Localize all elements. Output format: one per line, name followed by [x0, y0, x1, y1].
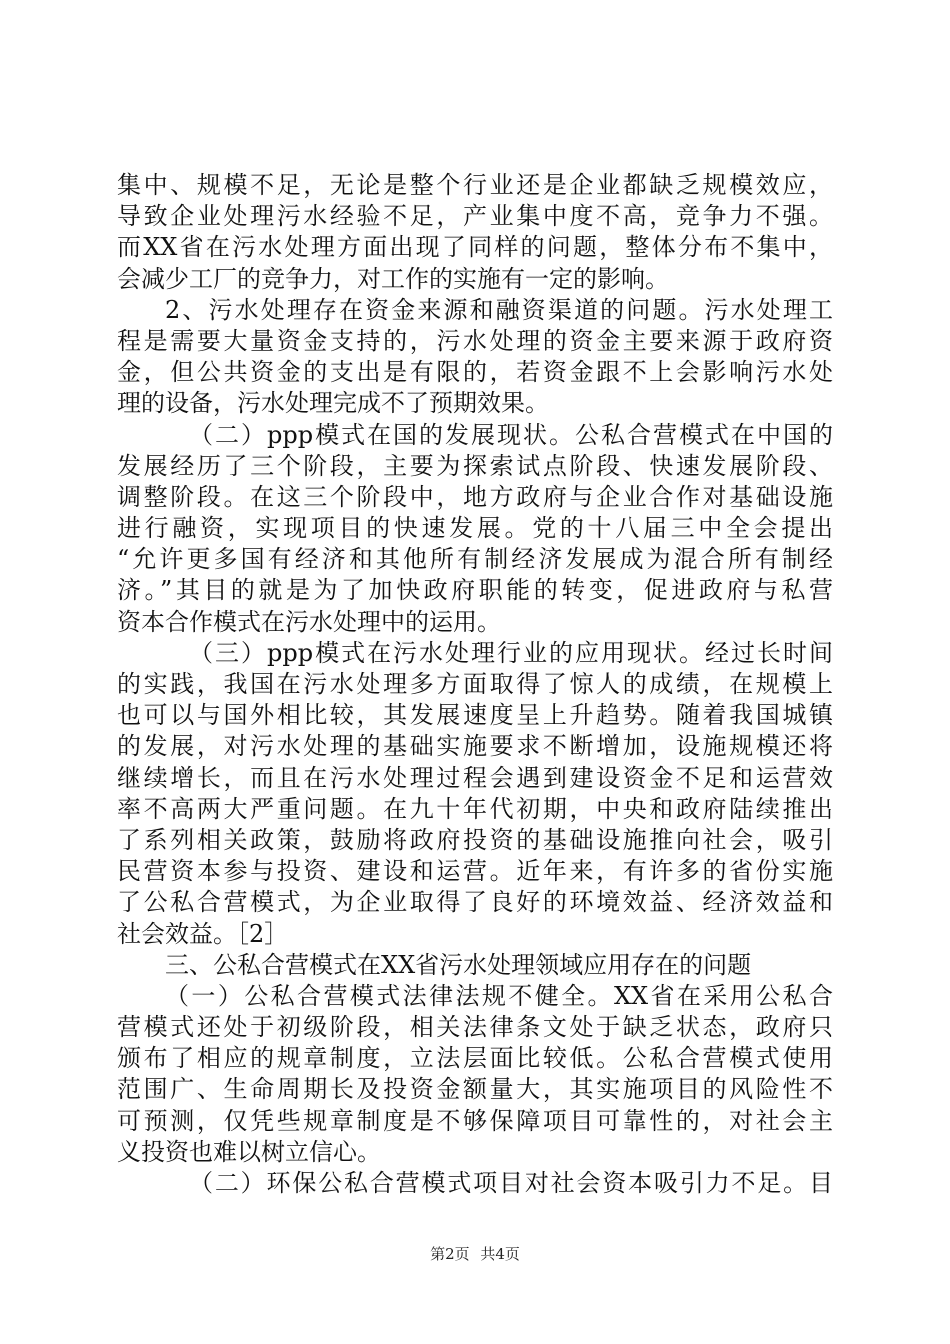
text-line: 也可以与国外相比较，其发展速度呈上升趋势。随着我国城镇 [117, 701, 833, 730]
text-line: 义投资也难以树立信心。 [117, 1137, 381, 1166]
text-line: 济。”其目的就是为了加快政府职能的转变，促进政府与私营 [117, 576, 833, 605]
page-number: 第2页 [430, 1245, 470, 1263]
text-line: 调整阶段。在这三个阶段中，地方政府与企业合作对基础设施 [117, 482, 833, 511]
text-line: （三）ppp模式在污水处理行业的应用现状。经过长时间 [189, 638, 833, 667]
paragraph [117, 170, 833, 295]
text-line: 会减少工厂的竞争力，对工作的实施有一定的影响。 [117, 264, 669, 293]
text-line: （一）公私合营模式法律法规不健全。XX省在采用公私合 [165, 981, 833, 1010]
page-total: 共4页 [480, 1245, 520, 1263]
text-line: 进行融资，实现项目的快速发展。党的十八届三中全会提出 [117, 514, 833, 543]
paragraph [117, 420, 833, 638]
text-line: （二）ppp模式在国的发展现状。公私合营模式在中国的 [189, 420, 833, 449]
text-line: 社会效益。［2］ [117, 919, 289, 948]
paragraph [117, 981, 833, 1168]
text-line: 集中、规模不足，无论是整个行业还是企业都缺乏规模效应， [117, 171, 833, 199]
text-line: 率不高两大严重问题。在九十年代初期，中央和政府陆续推出 [117, 794, 833, 823]
text-line: 导致企业处理污水经验不足，产业集中度不高，竞争力不强。 [117, 202, 833, 231]
text-line: 金，但公共资金的支出是有限的，若资金跟不上会影响污水处 [117, 358, 833, 387]
text-line: 发展经历了三个阶段，主要为探索试点阶段、快速发展阶段、 [117, 451, 833, 480]
text-line: 可预测，仅凭些规章制度是不够保障项目可靠性的，对社会主 [117, 1106, 833, 1135]
text-line: 范围广、生命周期长及投资金额量大，其实施项目的风险性不 [117, 1075, 833, 1104]
paragraph [117, 638, 833, 950]
page-footer [0, 1244, 950, 1264]
text-line: 了系列相关政策，鼓励将政府投资的基础设施推向社会，吸引 [117, 825, 833, 854]
text-line: 资本合作模式在污水处理中的运用。 [117, 607, 501, 636]
paragraph [117, 295, 833, 420]
paragraph [117, 1168, 833, 1199]
text-line: 2、污水处理存在资金来源和融资渠道的问题。污水处理工 [165, 295, 833, 324]
text-line: 理的设备，污水处理完成不了预期效果。 [117, 389, 549, 418]
document-body [117, 170, 833, 1199]
text-line: “允许更多国有经济和其他所有制经济发展成为混合所有制经 [117, 545, 833, 574]
text-line: 程是需要大量资金支持的，污水处理的资金主要来源于政府资 [117, 326, 833, 355]
text-line: 的实践，我国在污水处理多方面取得了惊人的成绩，在规模上 [117, 670, 833, 698]
text-line: 颁布了相应的规章制度，立法层面比较低。公私合营模式使用 [117, 1044, 833, 1073]
text-line: （二）环保公私合营模式项目对社会资本吸引力不足。目 [189, 1169, 833, 1197]
text-line: 了公私合营模式，为企业取得了良好的环境效益、经济效益和 [117, 888, 833, 917]
text-line: 的发展，对污水处理的基础实施要求不断增加，设施规模还将 [117, 732, 833, 761]
text-line: 三、公私合营模式在XX省污水处理领域应用存在的问题 [165, 950, 752, 979]
text-line: 营模式还处于初级阶段，相关法律条文处于缺乏状态，政府只 [117, 1013, 833, 1042]
text-line: 而XX省在污水处理方面出现了同样的问题，整体分布不集中， [117, 233, 833, 262]
section-heading [117, 950, 833, 981]
text-line: 民营资本参与投资、建设和运营。近年来，有许多的省份实施 [117, 857, 833, 886]
text-line: 继续增长，而且在污水处理过程会遇到建设资金不足和运营效 [117, 763, 833, 792]
